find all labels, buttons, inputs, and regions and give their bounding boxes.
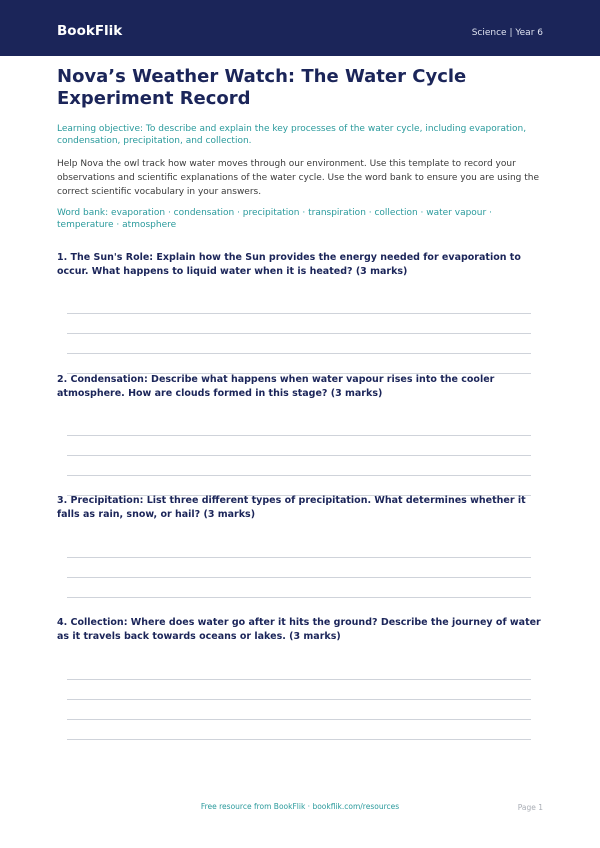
word-bank: Word bank: evaporation · condensation · precipitation · transpiration · collection · water vapour · temperature · atmosphere — [57, 208, 492, 230]
answer-line[interactable] — [67, 435, 531, 436]
answer-line[interactable] — [67, 557, 531, 558]
page-title: Nova’s Weather Watch: The Water Cycle Experiment Record — [57, 66, 467, 109]
answer-line[interactable] — [67, 333, 531, 334]
brand-logo-text[interactable]: BookFlik — [57, 23, 123, 39]
answer-line[interactable] — [67, 353, 531, 354]
header-bar — [0, 0, 600, 56]
footer-credit[interactable]: Free resource from BookFlik · bookflik.com/resources — [200, 802, 400, 811]
question-1: 1. The Sun's Role: Explain how the Sun provides the energy needed for evaporation to occur. What happens to liquid water when it is heated? (3 marks) — [57, 252, 521, 277]
answer-line[interactable] — [67, 577, 531, 578]
intro-paragraph: Help Nova the owl track how water moves through our environment. Use this template to record your observations and scientific explanations of the water cycle. Use the word bank to ensure you are using the correct scientific vocabulary in your answers. — [57, 159, 540, 197]
answer-line[interactable] — [67, 475, 531, 476]
answer-line[interactable] — [67, 313, 531, 314]
answer-line[interactable] — [67, 739, 531, 740]
answer-line[interactable] — [67, 597, 531, 598]
question-4: 4. Collection: Where does water go after it hits the ground? Describe the journey of water as it travels back towards oceans or lakes. (3 marks) — [57, 617, 541, 642]
answer-line[interactable] — [67, 679, 531, 680]
page-number: Page 1 — [517, 803, 543, 812]
answer-line[interactable] — [67, 719, 531, 720]
question-3: 3. Precipitation: List three different types of precipitation. What determines whether it falls as rain, snow, or hail? (3 marks) — [57, 495, 526, 520]
answer-line[interactable] — [67, 699, 531, 700]
learning-objective: Learning objective: To describe and explain the key processes of the water cycle, including evaporation, condensation, precipitation, and collection. — [57, 124, 527, 146]
question-2: 2. Condensation: Describe what happens when water vapour rises into the cooler atmosphere. How are clouds formed in this stage? (3 marks) — [57, 374, 495, 399]
answer-line[interactable] — [67, 455, 531, 456]
subject-year-label: Science | Year 6 — [471, 28, 543, 38]
